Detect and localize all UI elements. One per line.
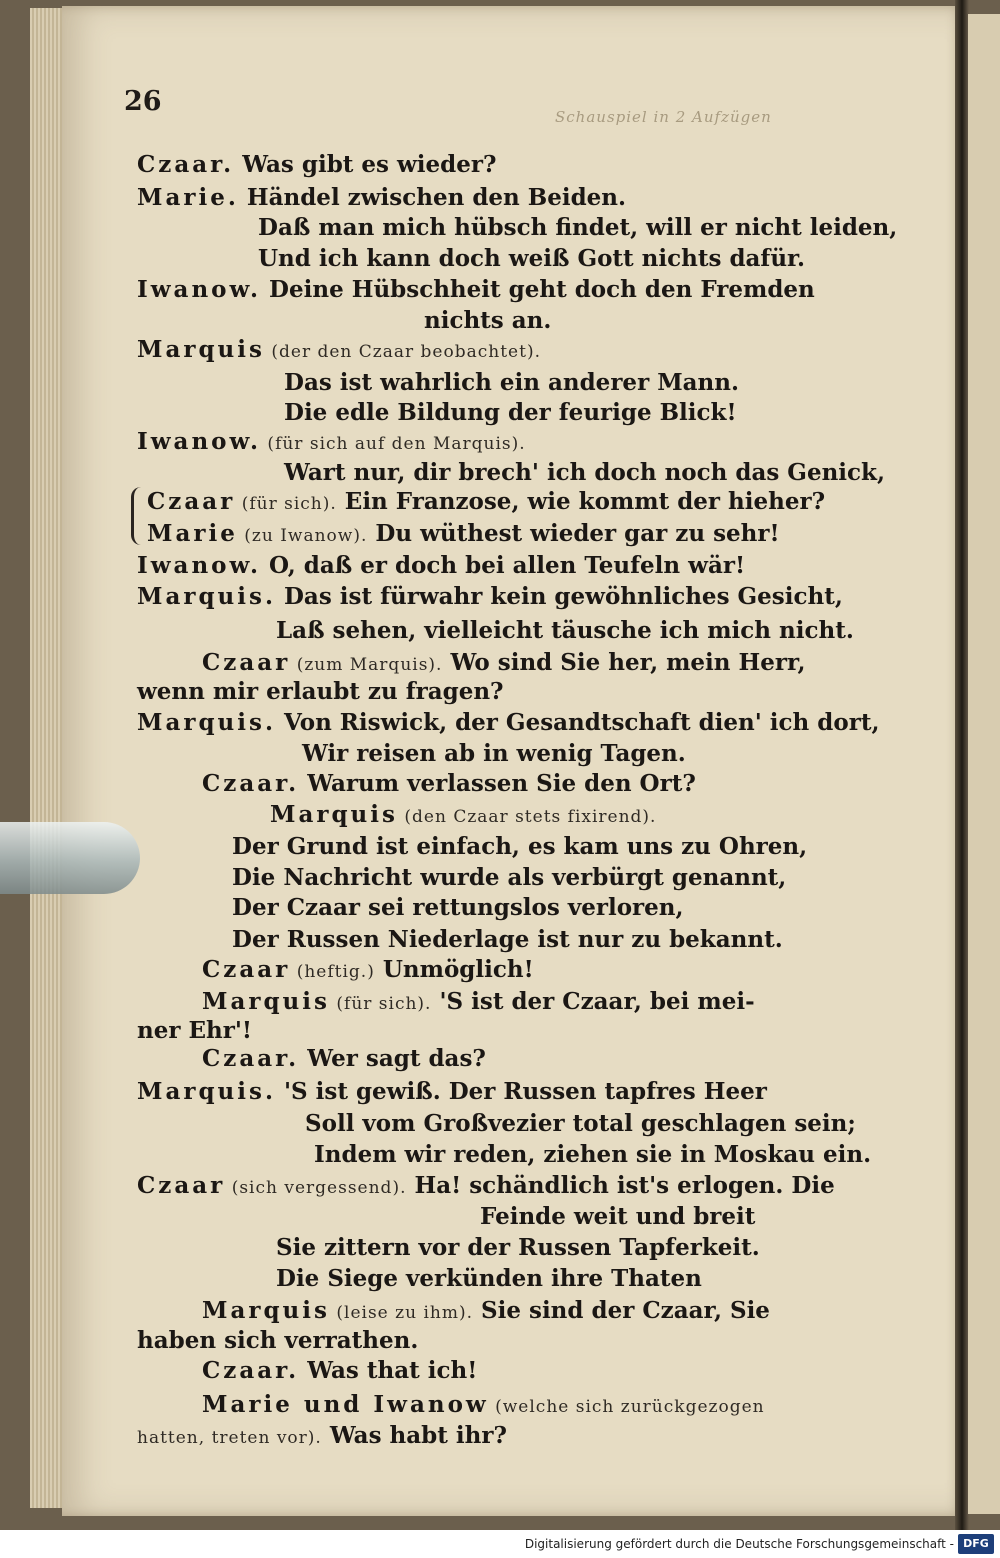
line-text: Die Nachricht wurde als verbürgt genannt, — [232, 864, 787, 891]
line-text: Wir reisen ab in wenig Tagen. — [302, 740, 686, 767]
text-line — [302, 739, 686, 769]
text-line — [137, 582, 843, 612]
speaker: Czaar. — [137, 151, 235, 178]
stage-direction: (für sich). — [235, 494, 337, 514]
speaker: Czaar. — [202, 1357, 300, 1384]
text-line — [232, 925, 783, 955]
line-text: Soll vom Großvezier total geschlagen sein; — [305, 1110, 856, 1137]
stage-direction: (welche sich zurückgezogen — [488, 1397, 765, 1417]
stage-direction: (zum Marquis). — [290, 655, 443, 675]
text-line — [258, 213, 897, 243]
text-line — [258, 244, 805, 274]
dfg-logo-icon: DFG — [958, 1534, 994, 1554]
line-text: Daß man mich hübsch findet, will er nicht leiden, — [258, 214, 898, 241]
stage-direction: (sich vergessend). — [225, 1178, 407, 1198]
stage-direction: (der den Czaar beobachtet). — [264, 342, 541, 362]
text-line — [137, 677, 504, 707]
line-text: Ha! schändlich ist's erlogen. Die — [406, 1172, 835, 1199]
text-line — [305, 1109, 856, 1139]
line-text: haben sich verrathen. — [137, 1327, 419, 1354]
text-line — [137, 427, 526, 459]
line-text: Und ich kann doch weiß Gott nichts dafür. — [258, 245, 806, 272]
speaker: Marquis — [270, 801, 398, 828]
stage-direction: (für sich auf den Marquis). — [261, 434, 526, 454]
line-text: Die edle Bildung der feurige Blick! — [284, 399, 737, 426]
line-text: 'S ist gewiß. Der Russen tapfres Heer — [275, 1078, 767, 1105]
speaker: Marquis. — [137, 709, 276, 736]
running-head: Schauspiel in 2 Aufzügen — [555, 108, 772, 126]
stage-direction: (zu Iwanow). — [237, 526, 368, 546]
line-text: Was gibt es wieder? — [234, 151, 497, 178]
line-text: Warum verlassen Sie den Ort? — [299, 770, 696, 797]
text-line — [137, 1077, 767, 1107]
speaker: Czaar — [202, 649, 291, 676]
line-text: Deine Hübschheit geht doch den Fremden — [261, 276, 815, 303]
speaker: Czaar. — [202, 770, 300, 797]
book-gutter — [955, 0, 969, 1530]
text-line — [232, 863, 786, 893]
text-line — [137, 1421, 507, 1453]
text-line — [202, 648, 805, 680]
line-text: Der Russen Niederlage ist nur zu bekannt. — [232, 926, 783, 953]
stage-direction: (heftig.) — [290, 962, 375, 982]
line-text: Laß sehen, vielleicht täusche ich mich nicht. — [276, 617, 854, 644]
line-text: O, daß er doch bei allen Teufeln wär! — [261, 552, 746, 579]
line-text: 'S ist der Czaar, bei mei- — [431, 988, 755, 1015]
line-text: Der Grund ist einfach, es kam uns zu Ohren, — [232, 833, 808, 860]
text-line — [137, 183, 626, 213]
text-line — [137, 708, 879, 738]
speaker: Marquis — [137, 336, 265, 363]
line-text: Indem wir reden, ziehen sie in Moskau ein. — [314, 1141, 872, 1168]
line-text: nichts an. — [424, 307, 552, 334]
text-line — [284, 398, 737, 428]
stage-direction: (für sich). — [329, 994, 432, 1014]
speaker: Czaar — [137, 1172, 226, 1199]
speaker: Marquis — [202, 1297, 330, 1324]
text-line — [137, 275, 815, 305]
text-line — [270, 800, 656, 832]
speaker: Czaar — [147, 488, 236, 515]
speaker: Iwanow. — [137, 276, 262, 303]
stage-direction: (den Czaar stets fixirend). — [397, 807, 657, 827]
text-line — [137, 1016, 252, 1046]
text-line — [147, 519, 780, 551]
text-line — [276, 616, 854, 646]
text-line — [202, 987, 755, 1019]
text-line — [284, 458, 885, 488]
line-text: Händel zwischen den Beiden. — [238, 184, 627, 211]
line-text: Sie zittern vor der Russen Tapferkeit. — [276, 1234, 760, 1261]
line-text: Das ist wahrlich ein anderer Mann. — [284, 369, 740, 396]
text-line — [137, 1171, 835, 1203]
line-text: Was habt ihr? — [321, 1422, 507, 1449]
line-text: Wo sind Sie her, mein Herr, — [442, 649, 806, 676]
text-line — [276, 1233, 760, 1263]
line-text: ner Ehr'! — [137, 1017, 252, 1044]
text-line — [202, 1390, 765, 1422]
text-line — [232, 832, 807, 862]
text-line — [137, 551, 745, 581]
funding-credit: Digitalisierung gefördert durch die Deutsche Forschungsgemeinschaft - — [524, 1537, 954, 1551]
line-text: Du wüthest wieder gar zu sehr! — [367, 520, 780, 547]
page-clip — [0, 822, 140, 894]
text-line — [202, 1044, 486, 1074]
text-line — [147, 487, 825, 519]
line-text: Von Riswick, der Gesandtschaft dien' ich dort, — [275, 709, 880, 736]
stage-direction: (leise zu ihm). — [329, 1303, 473, 1323]
stage-direction: hatten, treten vor). — [137, 1428, 322, 1448]
line-text: Sie sind der Czaar, Sie — [473, 1297, 770, 1324]
line-text: Feinde weit und breit — [480, 1203, 756, 1230]
text-line — [424, 306, 551, 336]
digitization-footer — [0, 1530, 1000, 1558]
speaker: Iwanow. — [137, 428, 262, 455]
text-line — [202, 955, 534, 987]
speaker: Czaar. — [202, 1045, 300, 1072]
speaker: Iwanow. — [137, 552, 262, 579]
line-text: Unmöglich! — [374, 956, 534, 983]
line-text: Das ist fürwahr kein gewöhnliches Gesicht, — [275, 583, 843, 610]
text-line — [202, 769, 696, 799]
text-line — [137, 1326, 418, 1356]
text-line — [314, 1140, 871, 1170]
speaker: Marie und Iwanow — [202, 1391, 489, 1418]
text-line — [284, 368, 739, 398]
line-text: Wer sagt das? — [299, 1045, 486, 1072]
brace-mark — [131, 487, 146, 545]
line-text: Was that ich! — [299, 1357, 478, 1384]
line-text: Die Siege verkünden ihre Thaten — [276, 1265, 702, 1292]
speaker: Marie — [147, 520, 238, 547]
text-line — [137, 335, 541, 367]
text-line — [232, 893, 684, 923]
speaker: Czaar — [202, 956, 291, 983]
text-line — [202, 1356, 477, 1386]
next-page-edge — [968, 14, 1000, 1514]
page-number: 26 — [124, 86, 162, 117]
text-line — [480, 1202, 755, 1232]
line-text: Wart nur, dir brech' ich doch noch das Genick, — [284, 459, 885, 486]
speaker: Marquis — [202, 988, 330, 1015]
speaker: Marquis. — [137, 1078, 276, 1105]
line-text: wenn mir erlaubt zu fragen? — [137, 678, 504, 705]
text-line — [202, 1296, 770, 1328]
text-line — [276, 1264, 702, 1294]
speaker: Marie. — [137, 184, 239, 211]
line-text: Ein Franzose, wie kommt der hieher? — [336, 488, 826, 515]
text-line — [137, 150, 497, 180]
speaker: Marquis. — [137, 583, 276, 610]
line-text: Der Czaar sei rettungslos verloren, — [232, 894, 684, 921]
